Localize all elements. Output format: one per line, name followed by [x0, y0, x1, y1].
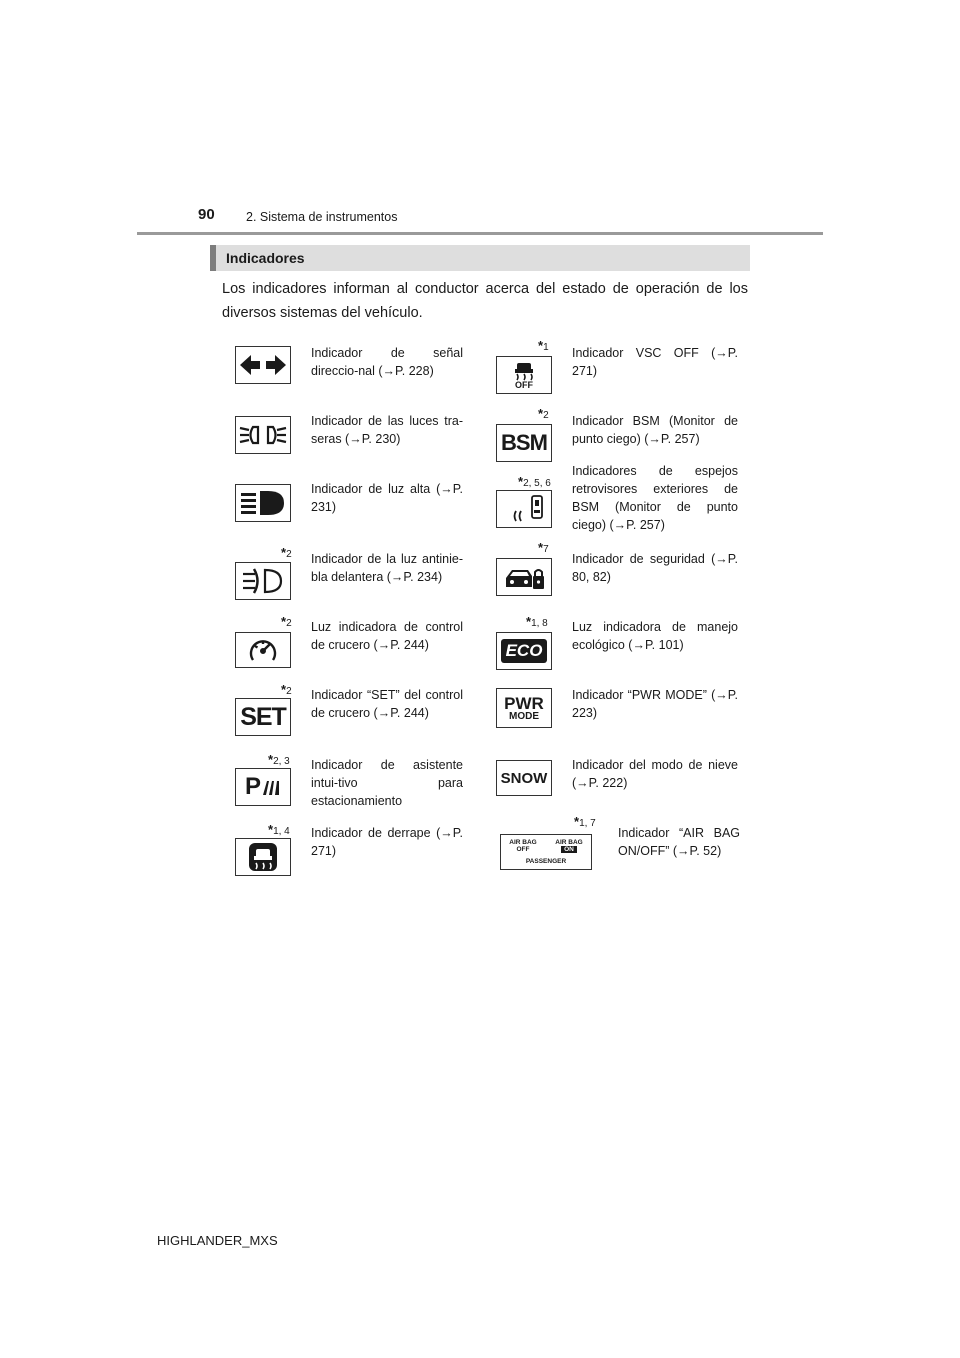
pwr-icon: PWR — [504, 693, 544, 713]
left-label-6: Indicador “SET” del control de crucero (→P. 244) — [311, 688, 463, 720]
left-note-5-text: 2 — [286, 618, 292, 629]
set-icon: SET — [240, 702, 286, 731]
left-note-4-text: 2 — [286, 549, 292, 560]
icon-box-airbag — [500, 834, 592, 870]
left-note-7-text: 2, 3 — [273, 756, 290, 767]
left-note-5: *2 — [281, 614, 292, 629]
airbag-on-title: AIR BAG — [555, 839, 583, 847]
airbag-on-state: ON — [561, 846, 577, 853]
icon-box-parking-assist — [235, 768, 291, 806]
bsm-mirror-icon — [502, 494, 546, 524]
airbag-off-state: OFF — [516, 846, 530, 854]
right-note-4-text: 7 — [543, 544, 549, 555]
security-icon — [503, 563, 545, 591]
tail-light-icon — [238, 422, 288, 448]
right-label-1: Indicador VSC OFF (→P. 271) — [572, 346, 738, 378]
right-note-3-text: 2, 5, 6 — [523, 478, 551, 489]
right-note-5-text: 1, 8 — [531, 618, 548, 629]
left-note-4: *2 — [281, 545, 292, 560]
airbag-passenger: PASSENGER — [525, 857, 567, 865]
front-fog-light-icon — [241, 567, 285, 595]
icon-box-cruise — [235, 632, 291, 668]
airbag-on-group — [550, 839, 588, 853]
icon-box-bsm-mirror — [496, 490, 552, 528]
eco-icon: ECO — [501, 639, 548, 663]
parking-p: P — [244, 773, 261, 800]
icon-box-high-beam — [235, 484, 291, 522]
right-note-1-text: 1 — [543, 342, 549, 353]
airbag-off-group — [504, 839, 542, 853]
heading-text: Indicadores — [226, 250, 305, 266]
airbag-top-row — [504, 839, 588, 853]
right-label-7: Indicador del modo de nieve (→P. 222) — [572, 758, 738, 790]
section-title: 2. Sistema de instrumentos — [246, 210, 398, 224]
right-note-3: *2, 5, 6 — [518, 474, 551, 489]
left-label-8: Indicador de derrape (→P. 271) — [311, 826, 463, 858]
icon-box-pwr-mode — [496, 688, 552, 728]
snow-icon: SNOW — [500, 769, 548, 787]
icon-box-slip — [235, 838, 291, 876]
right-note-5: *1, 8 — [526, 614, 548, 629]
right-label-8: Indicador “AIR BAG ON/OFF” (→P. 52) — [618, 826, 740, 858]
left-label-3: Indicador de luz alta (→P. 231) — [311, 482, 463, 514]
left-label-2: Indicador de las luces tra-seras (→P. 230) — [311, 414, 463, 446]
icon-box-tail-light — [235, 416, 291, 454]
right-note-4: *7 — [538, 540, 549, 555]
bsm-icon: BSM — [501, 430, 547, 455]
footer-model: HIGHLANDER_MXS — [157, 1233, 278, 1248]
right-label-2: Indicador BSM (Monitor de punto ciego) (→P. 257) — [572, 414, 738, 446]
left-note-6-text: 2 — [286, 686, 292, 697]
left-label-5: Luz indicadora de control de crucero (→P. 244) — [311, 620, 463, 652]
slip-indicator-icon — [248, 842, 278, 872]
left-label-4: Indicador de la luz antinie-bla delantera (→P. 234) — [311, 552, 463, 584]
icon-box-vsc-off — [496, 356, 552, 394]
left-note-8: *1, 4 — [268, 822, 290, 837]
icon-box-security — [496, 558, 552, 596]
icon-box-bsm — [496, 424, 552, 462]
right-note-1: *1 — [538, 338, 549, 353]
right-note-2-text: 2 — [543, 410, 549, 421]
header-rule — [137, 232, 823, 235]
right-note-8: *1, 7 — [574, 814, 596, 829]
right-label-5: Luz indicadora de manejo ecológico (→P. 101) — [572, 620, 738, 652]
left-note-6: *2 — [281, 682, 292, 697]
icon-box-turn-signal — [235, 346, 291, 384]
right-label-6: Indicador “PWR MODE” (→P. 223) — [572, 688, 738, 720]
icon-box-eco — [496, 632, 552, 670]
left-note-8-text: 1, 4 — [273, 826, 290, 837]
parking-assist-icon — [245, 773, 281, 801]
icon-box-snow — [496, 760, 552, 796]
heading-bar — [210, 245, 750, 271]
mode-icon: MODE — [509, 710, 539, 722]
left-label-1: Indicador de señal direccio-nal (→P. 228) — [311, 346, 463, 378]
icon-box-front-fog — [235, 562, 291, 600]
vsc-off-text: OFF — [515, 379, 533, 390]
cruise-control-icon — [247, 635, 279, 665]
right-note-8-text: 1, 7 — [579, 818, 596, 829]
right-label-4: Indicador de seguridad (→P. 80, 82) — [572, 552, 738, 584]
page-number: 90 — [198, 206, 215, 223]
left-note-7: *2, 3 — [268, 752, 290, 767]
parking-waves-icon — [261, 777, 281, 797]
turn-signal-icon — [240, 353, 286, 377]
high-beam-icon — [240, 489, 286, 517]
right-note-2: *2 — [538, 406, 549, 421]
left-label-7: Indicador de asistente intui-tivo para estacionamiento — [311, 758, 463, 808]
right-label-3: Indicadores de espejos retrovisores exteriores de BSM (Monitor de punto ciego) (→P. 257) — [572, 464, 738, 532]
vsc-off-icon — [511, 361, 537, 381]
intro-paragraph: Los indicadores informan al conductor acerca del estado de operación de los diversos sistemas del vehículo. — [222, 281, 748, 321]
airbag-off-title: AIR BAG — [509, 839, 537, 847]
icon-box-set — [235, 698, 291, 736]
